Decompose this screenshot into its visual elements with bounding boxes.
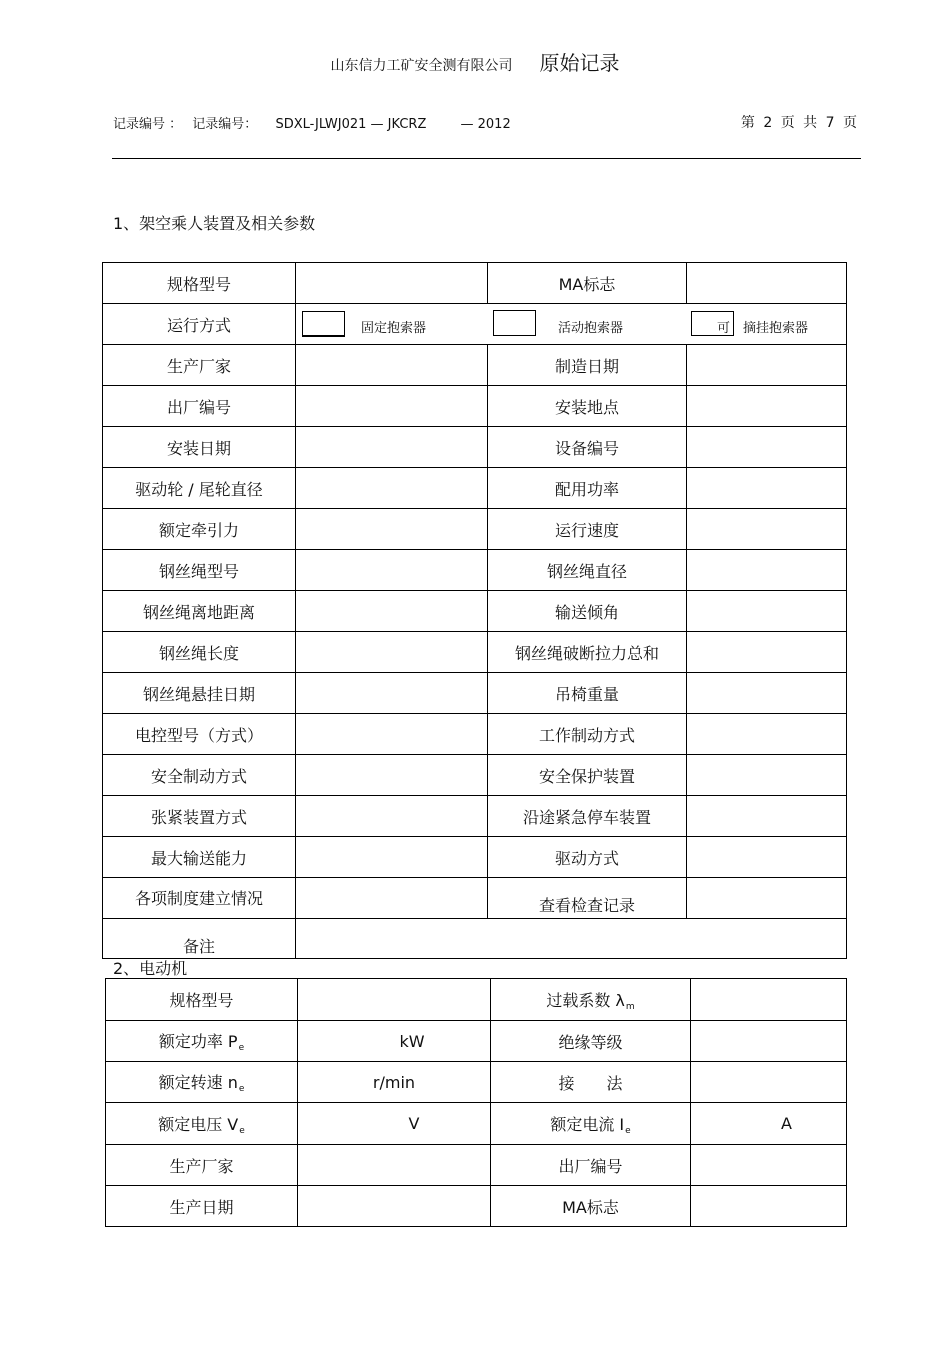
production-date-label: 生产日期 — [106, 1186, 298, 1227]
row-left-label: 安装日期 — [103, 427, 296, 468]
spec-label: 规格型号 — [103, 263, 296, 304]
document-title: 原始记录 — [539, 51, 620, 75]
table-row — [103, 427, 847, 468]
production-date-value[interactable] — [298, 1186, 491, 1227]
table-row — [103, 755, 847, 796]
checkbox-fixed[interactable] — [302, 311, 345, 337]
connection-label: 接 法 — [491, 1062, 691, 1103]
row-left-label: 额定牵引力 — [103, 509, 296, 550]
record-label-2: 记录编号： — [192, 117, 258, 132]
record-year: — 2012 — [460, 117, 511, 132]
row-left-label: 驱动轮 / 尾轮直径 — [103, 468, 296, 509]
record-label-1: 记录编号 ： — [113, 117, 183, 132]
row-left-value[interactable] — [296, 714, 488, 755]
row-right-label: 驱动方式 — [488, 837, 687, 878]
company-name: 山东信力工矿安全测有限公司 — [330, 58, 513, 74]
motor-ma-value[interactable] — [691, 1186, 847, 1227]
rated-current-label: 额定电流 $I_e$ — [491, 1103, 691, 1145]
row-left-label: 钢丝绳型号 — [103, 550, 296, 591]
row-right-label: 吊椅重量 — [488, 673, 687, 714]
page-indicator: 第 2 页 共 7 页 — [740, 115, 859, 131]
table-row — [103, 304, 847, 345]
section2-title: 2、电动机 — [113, 959, 188, 978]
row-right-label: 输送倾角 — [488, 591, 687, 632]
overload-label: 过载系数 $\lambda_m$ — [491, 979, 691, 1021]
row-right-label: 钢丝绳直径 — [488, 550, 687, 591]
row-right-label: 沿途紧急停车装置 — [488, 796, 687, 837]
table-row — [106, 1062, 847, 1103]
run-mode-label: 运行方式 — [103, 304, 296, 345]
row-left-value[interactable] — [296, 386, 488, 427]
manufacturer-value[interactable] — [298, 1145, 491, 1186]
table-row — [103, 714, 847, 755]
table-row — [103, 919, 847, 959]
rated-voltage-label: 额定电压 $V_e$ — [106, 1103, 298, 1145]
section1-title: 1、架空乘人装置及相关参数 — [113, 214, 316, 233]
row-left-value[interactable] — [296, 632, 488, 673]
table-row — [106, 1021, 847, 1062]
table-row — [106, 1145, 847, 1186]
overload-value[interactable] — [691, 979, 847, 1021]
row-right-value[interactable] — [687, 509, 847, 550]
table-row — [103, 468, 847, 509]
row-left-value[interactable] — [296, 878, 488, 919]
rated-speed-label: 额定转速 $n_e$ — [106, 1062, 298, 1103]
row-right-value[interactable] — [687, 386, 847, 427]
row-right-value[interactable] — [687, 427, 847, 468]
equipment-parameters-table — [102, 262, 847, 959]
serial-label: 出厂编号 — [491, 1145, 691, 1186]
row-left-label: 最大输送能力 — [103, 837, 296, 878]
rated-current-unit[interactable]: A — [691, 1103, 847, 1145]
row-right-label: 安全保护装置 — [488, 755, 687, 796]
record-number-line — [113, 113, 517, 132]
option-detach-label: 摘挂抱索器 — [743, 321, 809, 336]
row-left-value[interactable] — [296, 550, 488, 591]
row-left-value[interactable] — [296, 427, 488, 468]
row-right-value[interactable] — [687, 632, 847, 673]
remarks-value[interactable] — [296, 919, 847, 959]
checkbox-active[interactable] — [493, 310, 536, 336]
row-left-value[interactable] — [296, 509, 488, 550]
serial-value[interactable] — [691, 1145, 847, 1186]
table-row — [103, 591, 847, 632]
insulation-value[interactable] — [691, 1021, 847, 1062]
row-right-value[interactable] — [687, 714, 847, 755]
table-row — [106, 1103, 847, 1145]
row-right-value[interactable] — [687, 550, 847, 591]
row-right-value[interactable] — [687, 345, 847, 386]
row-left-label: 电控型号（方式） — [103, 714, 296, 755]
row-left-label: 生产厂家 — [103, 345, 296, 386]
row-right-value[interactable] — [687, 673, 847, 714]
row-left-label: 钢丝绳悬挂日期 — [103, 673, 296, 714]
rated-speed-unit[interactable]: r/min — [298, 1062, 491, 1103]
row-right-label: 配用功率 — [488, 468, 687, 509]
option-fixed-label: 固定抱索器 — [361, 321, 427, 336]
table-row — [106, 979, 847, 1021]
manufacturer-label: 生产厂家 — [106, 1145, 298, 1186]
row-right-label: 制造日期 — [488, 345, 687, 386]
row-left-value[interactable] — [296, 673, 488, 714]
table-row — [103, 345, 847, 386]
row-right-value[interactable] — [687, 468, 847, 509]
row-right-label: 安装地点 — [488, 386, 687, 427]
table-row — [106, 1186, 847, 1227]
spec-value[interactable] — [296, 263, 488, 304]
ma-value[interactable] — [687, 263, 847, 304]
table-row — [103, 386, 847, 427]
connection-value[interactable] — [691, 1062, 847, 1103]
table-row — [103, 550, 847, 591]
row-left-value[interactable] — [296, 837, 488, 878]
remarks-label: 备注 — [103, 919, 296, 959]
row-right-label: 钢丝绳破断拉力总和 — [488, 632, 687, 673]
rated-power-unit[interactable]: kW — [298, 1021, 491, 1062]
table-row — [103, 878, 847, 919]
row-left-value[interactable] — [296, 755, 488, 796]
row-right-label: 工作制动方式 — [488, 714, 687, 755]
row-right-label: 设备编号 — [488, 427, 687, 468]
table-row — [103, 837, 847, 878]
row-left-value[interactable] — [296, 345, 488, 386]
row-left-value[interactable] — [296, 591, 488, 632]
row-right-label: 查看检查记录 — [488, 878, 687, 919]
row-right-value[interactable] — [687, 796, 847, 837]
row-right-label: 运行速度 — [488, 509, 687, 550]
row-left-label: 出厂编号 — [103, 386, 296, 427]
table-row — [103, 632, 847, 673]
table-row — [103, 509, 847, 550]
table-row — [103, 263, 847, 304]
motor-table — [105, 978, 847, 1227]
option-active-label: 活动抱索器 — [558, 321, 624, 336]
row-left-label: 钢丝绳离地距离 — [103, 591, 296, 632]
row-left-value[interactable] — [296, 796, 488, 837]
row-left-label: 各项制度建立情况 — [103, 878, 296, 919]
record-code: SDXL-JLWJ021 — JKCRZ — [275, 117, 427, 132]
run-mode-options — [296, 304, 847, 345]
rated-voltage-unit[interactable]: V — [298, 1103, 491, 1145]
row-right-value[interactable] — [687, 837, 847, 878]
row-left-label: 钢丝绳长度 — [103, 632, 296, 673]
table-row — [103, 796, 847, 837]
motor-ma-label: MA标志 — [491, 1186, 691, 1227]
row-left-label: 张紧装置方式 — [103, 796, 296, 837]
rated-power-label: 额定功率 $P_e$ — [106, 1021, 298, 1062]
motor-spec-value[interactable] — [298, 979, 491, 1021]
ma-label: MA标志 — [488, 263, 687, 304]
row-right-value[interactable] — [687, 591, 847, 632]
row-left-label: 安全制动方式 — [103, 755, 296, 796]
option-detach-box-label: 可 — [717, 321, 731, 336]
row-left-value[interactable] — [296, 468, 488, 509]
row-right-value[interactable] — [687, 755, 847, 796]
row-right-value[interactable] — [687, 878, 847, 919]
insulation-label: 绝缘等级 — [491, 1021, 691, 1062]
page-header — [0, 47, 950, 76]
header-divider — [112, 158, 861, 159]
motor-spec-label: 规格型号 — [106, 979, 298, 1021]
table-row — [103, 673, 847, 714]
